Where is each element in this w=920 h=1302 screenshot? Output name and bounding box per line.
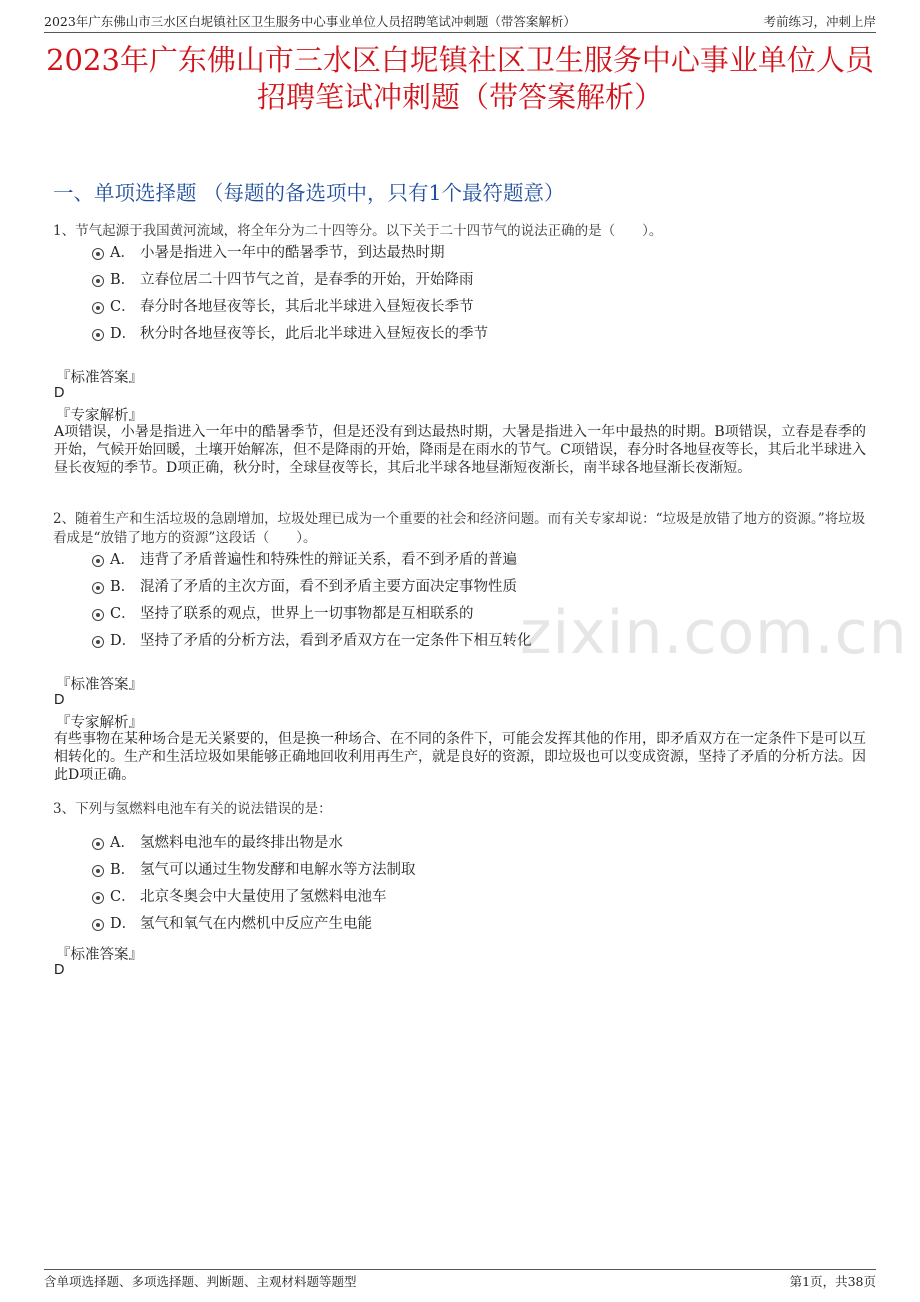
header-doc-title: 2023年广东佛山市三水区白坭镇社区卫生服务中心事业单位人员招聘笔试冲刺题（带答案解析）: [44, 14, 576, 29]
question-3-answer-label: 『标准答案』: [56, 947, 143, 963]
footer-divider: [44, 1269, 876, 1270]
question-2-option-d[interactable]: D． 坚持了矛盾的分析方法，看到矛盾双方在一定条件下相互转化: [92, 631, 532, 651]
header-slogan: 考前练习，冲刺上岸: [763, 14, 876, 29]
question-1-explanation: A项错误，小暑是指进入一年中的酷暑季节，但是还没有到达最热时期，大暑是指进入一年中最热的时期。B项错误，立春是春季的开始，气候开始回暖，土壤开始解冻，但不是降雨的开始，降雨是在雨水的节气。C项错误，春分时各地昼夜等长，其后北半球进入昼长夜短的季节。D项正确，秋分时，全球昼夜等长，其后北半球各地昼渐短夜渐长，南半球各地昼渐长夜渐短。: [54, 424, 866, 476]
footer-page-number: 第1页，共38页: [789, 1274, 876, 1289]
radio-icon[interactable]: [92, 609, 104, 621]
question-1-stem: 1、节气起源于我国黄河流域，将全年分为二十四等分。以下关于二十四节气的说法正确的是（ ）。: [53, 223, 663, 239]
question-2-stem: 2、随着生产和生活垃圾的急剧增加，垃圾处理已成为一个重要的社会和经济问题。而有关专家却说：“垃圾是放错了地方的资源。”将垃圾看成是“放错了地方的资源”这段话（ ）。: [53, 511, 866, 546]
question-3-option-a[interactable]: A． 氢燃料电池车的最终排出物是水: [92, 833, 343, 853]
radio-icon[interactable]: [92, 892, 104, 904]
radio-icon[interactable]: [92, 838, 104, 850]
question-1-explain-label: 『专家解析』: [56, 408, 143, 424]
question-2-answer: D: [54, 692, 65, 708]
footer-question-types: 含单项选择题、多项选择题、判断题、主观材料题等题型: [44, 1274, 357, 1289]
header-divider: [44, 32, 876, 33]
question-1-option-a[interactable]: A． 小暑是指进入一年中的酷暑季节，到达最热时期: [92, 243, 445, 263]
watermark: zixin.com.cn: [520, 598, 908, 668]
page-header: [44, 12, 876, 32]
question-3-option-d[interactable]: D． 氢气和氧气在内燃机中反应产生电能: [92, 914, 372, 934]
radio-icon[interactable]: [92, 329, 104, 341]
question-1-answer: D: [54, 385, 65, 401]
question-1-option-d[interactable]: D． 秋分时各地昼夜等长，此后北半球进入昼短夜长的季节: [92, 324, 488, 344]
radio-icon[interactable]: [92, 919, 104, 931]
radio-icon[interactable]: [92, 275, 104, 287]
page-title: 2023年广东佛山市三水区白坭镇社区卫生服务中心事业单位人员招聘笔试冲刺题（带答案解析）: [46, 43, 874, 114]
radio-icon[interactable]: [92, 302, 104, 314]
question-3-option-c[interactable]: C． 北京冬奥会中大量使用了氢燃料电池车: [92, 887, 387, 907]
radio-icon[interactable]: [92, 555, 104, 567]
question-2-option-b[interactable]: B． 混淆了矛盾的主次方面，看不到矛盾主要方面决定事物性质: [92, 577, 517, 597]
radio-icon[interactable]: [92, 248, 104, 260]
question-3-stem: 3、下列与氢燃料电池车有关的说法错误的是：: [53, 801, 332, 817]
question-2-explain-label: 『专家解析』: [56, 715, 143, 731]
question-3-option-b[interactable]: B． 氢气可以通过生物发酵和电解水等方法制取: [92, 860, 416, 880]
radio-icon[interactable]: [92, 865, 104, 877]
question-2-answer-label: 『标准答案』: [56, 677, 143, 693]
question-2-explanation: 有些事物在某种场合是无关紧要的，但是换一种场合、在不同的条件下，可能会发挥其他的作用，即矛盾双方在一定条件下是可以互相转化的。生产和生活垃圾如果能够正确地回收利用再生产，就是良好的资源，即垃圾也可以变成资源，坚持了矛盾的分析方法。因此D项正确。: [54, 731, 866, 783]
radio-icon[interactable]: [92, 582, 104, 594]
question-3-answer: D: [54, 962, 65, 978]
section-heading: 一、单项选择题 （每题的备选项中，只有1个最符题意）: [53, 181, 565, 205]
question-2-option-a[interactable]: A． 违背了矛盾普遍性和特殊性的辩证关系，看不到矛盾的普遍: [92, 550, 517, 570]
question-1-option-c[interactable]: C． 春分时各地昼夜等长，其后北半球进入昼短夜长季节: [92, 297, 474, 317]
question-1-option-b[interactable]: B． 立春位居二十四节气之首，是春季的开始，开始降雨: [92, 270, 474, 290]
radio-icon[interactable]: [92, 636, 104, 648]
question-2-option-c[interactable]: C． 坚持了联系的观点，世界上一切事物都是互相联系的: [92, 604, 474, 624]
question-1-answer-label: 『标准答案』: [56, 370, 143, 386]
